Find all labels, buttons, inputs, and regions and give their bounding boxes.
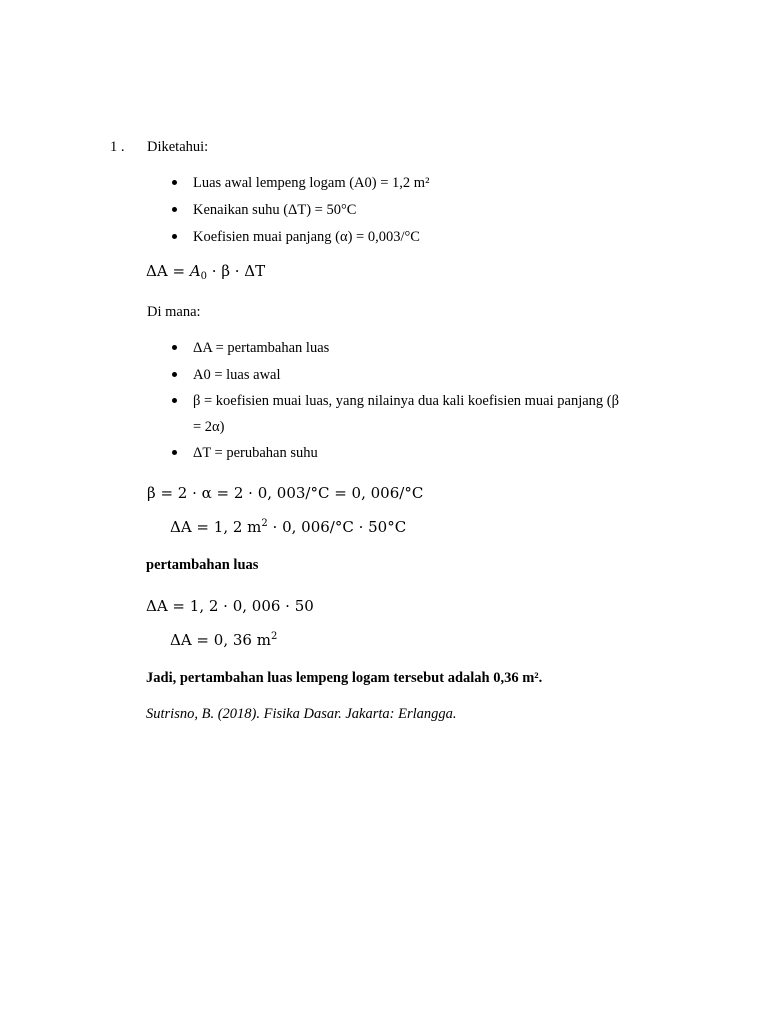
bullet-icon <box>172 450 177 455</box>
bullet-icon <box>172 398 177 403</box>
delta-a-equation-1: ΔA = 1, 2 $m^2 \cdot 0$, 006/°C · 50°C <box>170 518 407 536</box>
given-item: Luas awal lempeng logam (A0) = 1,2 m² <box>193 175 430 191</box>
item-heading: Diketahui: <box>147 139 209 155</box>
bullet-icon <box>172 234 177 239</box>
given-item: Koefisien muai panjang (α) = 0,003/°C <box>193 229 420 245</box>
main-formula: $\Delta A = A_0 \cdot \beta \cdot \Delta T$ <box>146 262 266 282</box>
definition-item: β = koefisien muai luas, yang nilainya dua kali koefisien muai panjang (β <box>193 393 620 409</box>
delta-a-equation-3: ΔA = 0, 36 $m^2$ <box>170 631 278 649</box>
reference: Sutrisno, B. (2018). Fisika Dasar. Jakarta: Erlangga. <box>146 706 457 722</box>
where-heading: Di mana: <box>147 304 201 320</box>
bullet-icon <box>172 180 177 185</box>
subheading: pertambahan luas <box>146 557 259 573</box>
definition-item: A0 = luas awal <box>193 367 281 383</box>
item-number: 1 . <box>110 139 125 155</box>
definition-item: ΔA = pertambahan luas <box>193 340 330 356</box>
bullet-icon <box>172 207 177 212</box>
bullet-icon <box>172 345 177 350</box>
bullet-icon <box>172 372 177 377</box>
definition-item: ΔT = perubahan suhu <box>193 445 318 461</box>
delta-a-equation-2: ΔA = 1, 2 · 0, 006 · 50 <box>146 597 314 615</box>
definition-item-continued: = 2α) <box>193 419 225 435</box>
given-item: Kenaikan suhu (ΔT) = 50°C <box>193 202 357 218</box>
conclusion: Jadi, pertambahan luas lempeng logam tersebut adalah 0,36 m². <box>146 670 543 686</box>
beta-equation: β = 2 · α = 2 · 0, 003/°C = 0, 006/°C <box>147 484 424 502</box>
